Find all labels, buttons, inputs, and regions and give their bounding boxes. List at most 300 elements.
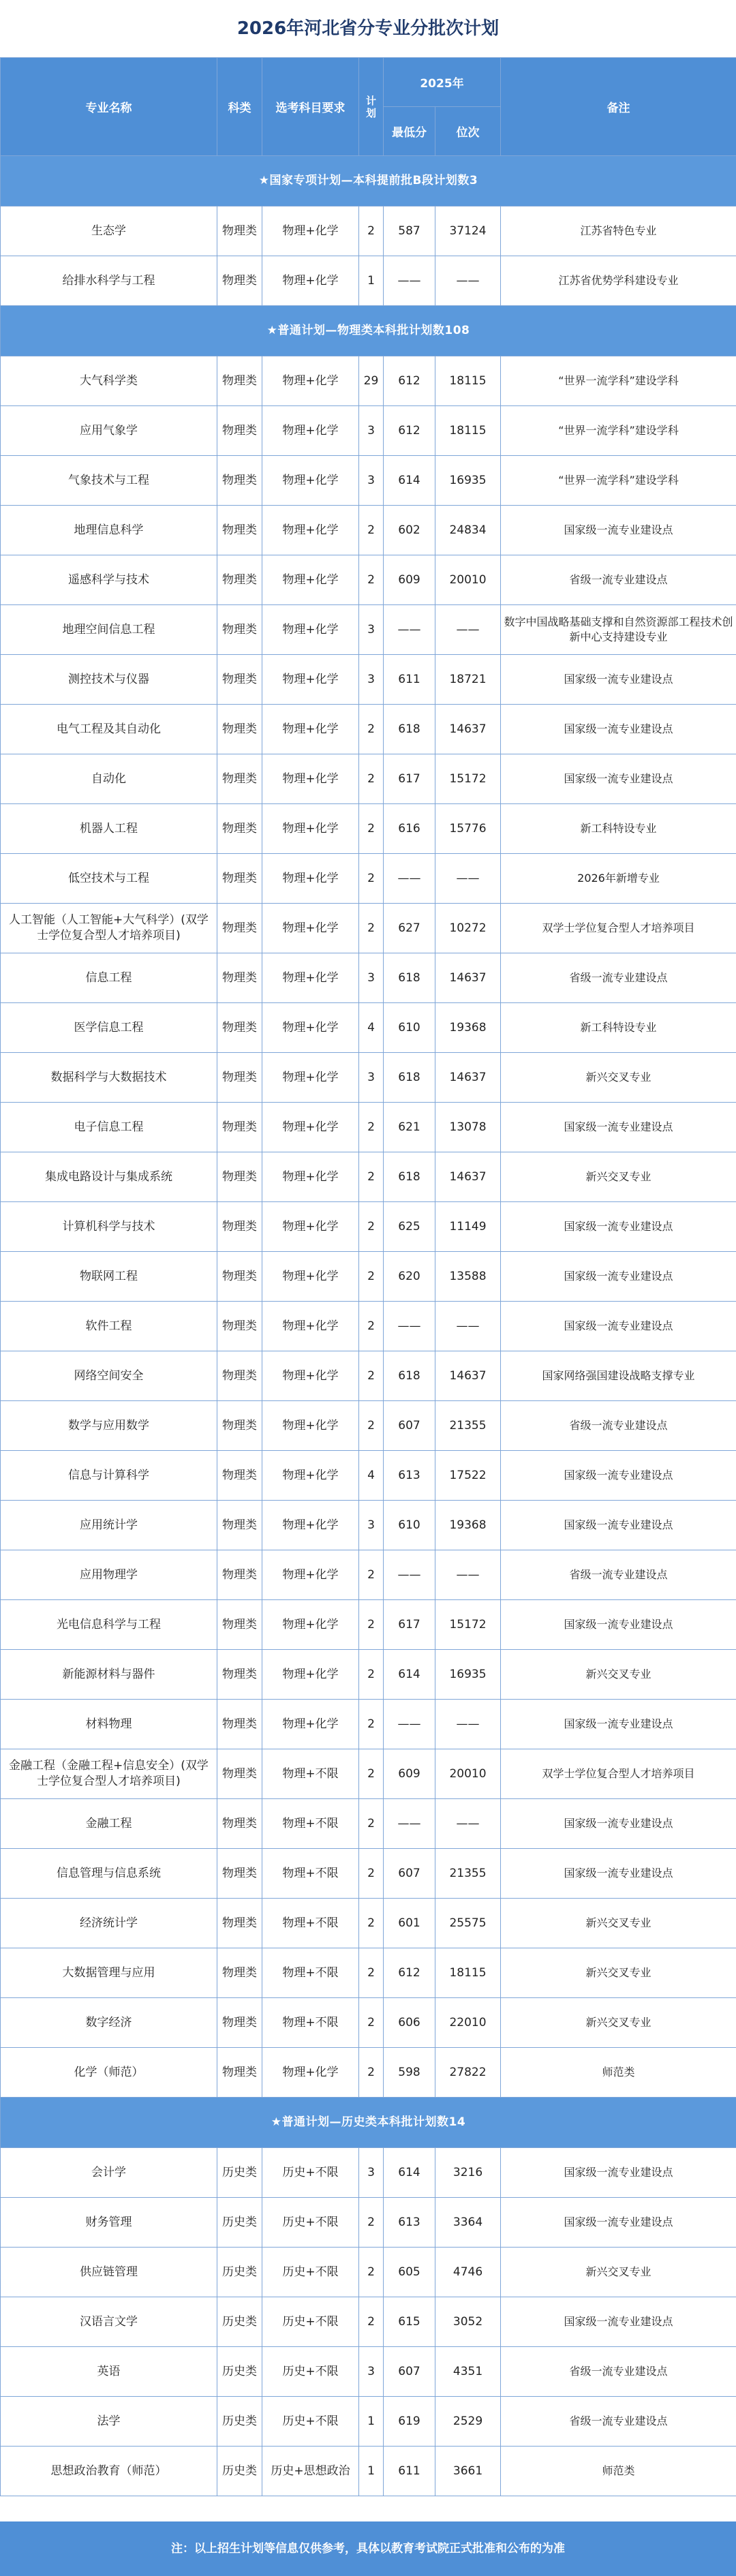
subjects-cell: 历史+不限: [262, 2297, 359, 2347]
plan-cell: 2: [359, 1550, 384, 1600]
note-cell: 国家级一流专业建设点: [501, 1252, 736, 1302]
rank-cell: 4746: [435, 2248, 501, 2297]
table-row: [1, 1202, 736, 1252]
subjects-cell: 物理+化学: [262, 605, 359, 655]
major-cell: 网络空间安全: [1, 1351, 217, 1401]
plan-cell: 29: [359, 356, 384, 406]
category-cell: 物理类: [217, 754, 262, 804]
subjects-cell: 物理+化学: [262, 1202, 359, 1252]
subjects-cell: 物理+化学: [262, 804, 359, 854]
note-cell: 新兴交叉专业: [501, 1053, 736, 1103]
min-score-cell: 614: [384, 456, 435, 506]
major-cell: 思想政治教育（师范）: [1, 2447, 217, 2496]
subjects-cell: 物理+化学: [262, 356, 359, 406]
major-cell: 电气工程及其自动化: [1, 705, 217, 754]
category-cell: 物理类: [217, 1401, 262, 1451]
rank-cell: 3661: [435, 2447, 501, 2496]
table-row: [1, 605, 736, 655]
min-score-cell: 616: [384, 804, 435, 854]
major-cell: 信息管理与信息系统: [1, 1849, 217, 1899]
min-score-cell: 613: [384, 2198, 435, 2248]
rank-cell: 27822: [435, 2048, 501, 2098]
note-cell: 新工科特设专业: [501, 1003, 736, 1053]
table-row: [1, 506, 736, 555]
subjects-cell: 物理+化学: [262, 1401, 359, 1451]
header-plan: 计划: [359, 58, 384, 156]
category-cell: 历史类: [217, 2297, 262, 2347]
major-cell: 英语: [1, 2347, 217, 2397]
table-row: [1, 1849, 736, 1899]
table-row: [1, 2248, 736, 2297]
section-title: ★国家专项计划—本科提前批B段计划数3: [1, 156, 736, 206]
rank-cell: 15172: [435, 754, 501, 804]
major-cell: 软件工程: [1, 1302, 217, 1351]
min-score-cell: 607: [384, 1849, 435, 1899]
subjects-cell: 物理+化学: [262, 904, 359, 953]
subjects-cell: 物理+不限: [262, 1899, 359, 1948]
subjects-cell: 物理+化学: [262, 456, 359, 506]
table-row: [1, 1550, 736, 1600]
table-row: [1, 1152, 736, 1202]
rank-cell: 18721: [435, 655, 501, 705]
note-cell: 国家级一流专业建设点: [501, 2198, 736, 2248]
category-cell: 物理类: [217, 1351, 262, 1401]
table-body: [1, 156, 736, 2496]
major-cell: 应用气象学: [1, 406, 217, 456]
major-cell: 测控技术与仪器: [1, 655, 217, 705]
category-cell: 物理类: [217, 1899, 262, 1948]
min-score-cell: 602: [384, 506, 435, 555]
category-cell: 物理类: [217, 1252, 262, 1302]
rank-cell: 13078: [435, 1103, 501, 1152]
plan-cell: 2: [359, 804, 384, 854]
header-category: 科类: [217, 58, 262, 156]
rank-cell: 21355: [435, 1401, 501, 1451]
category-cell: 物理类: [217, 1998, 262, 2048]
rank-cell: 18115: [435, 406, 501, 456]
category-cell: 物理类: [217, 506, 262, 555]
min-score-cell: 606: [384, 1998, 435, 2048]
table-row: [1, 206, 736, 256]
min-score-cell: 618: [384, 953, 435, 1003]
subjects-cell: 历史+不限: [262, 2148, 359, 2198]
min-score-cell: 611: [384, 655, 435, 705]
subjects-cell: 物理+化学: [262, 555, 359, 605]
plan-cell: 2: [359, 904, 384, 953]
category-cell: 物理类: [217, 1152, 262, 1202]
major-cell: 地理信息科学: [1, 506, 217, 555]
plan-cell: 4: [359, 1003, 384, 1053]
category-cell: 物理类: [217, 555, 262, 605]
note-cell: 国家级一流专业建设点: [501, 1302, 736, 1351]
plan-cell: 2: [359, 206, 384, 256]
admission-plan-table: [0, 57, 736, 2496]
rank-cell: 16935: [435, 456, 501, 506]
plan-cell: 3: [359, 953, 384, 1003]
plan-cell: 3: [359, 406, 384, 456]
plan-cell: 2: [359, 1998, 384, 2048]
table-row: [1, 1700, 736, 1749]
table-row: [1, 904, 736, 953]
min-score-cell: 607: [384, 1401, 435, 1451]
table-row: [1, 1401, 736, 1451]
table-row: [1, 1650, 736, 1700]
major-cell: 财务管理: [1, 2198, 217, 2248]
plan-cell: 2: [359, 1799, 384, 1849]
subjects-cell: 物理+化学: [262, 406, 359, 456]
min-score-cell: ——: [384, 1550, 435, 1600]
note-cell: 国家级一流专业建设点: [501, 1600, 736, 1650]
rank-cell: 19368: [435, 1501, 501, 1550]
rank-cell: 16935: [435, 1650, 501, 1700]
major-cell: 电子信息工程: [1, 1103, 217, 1152]
table-row: [1, 2148, 736, 2198]
min-score-cell: 614: [384, 2148, 435, 2198]
note-cell: 双学士学位复合型人才培养项目: [501, 1749, 736, 1799]
category-cell: 物理类: [217, 1451, 262, 1501]
min-score-cell: 618: [384, 1053, 435, 1103]
table-row: [1, 1600, 736, 1650]
section-header: [1, 306, 736, 356]
subjects-cell: 物理+化学: [262, 1600, 359, 1650]
plan-cell: 3: [359, 1501, 384, 1550]
min-score-cell: ——: [384, 1302, 435, 1351]
plan-cell: 3: [359, 1053, 384, 1103]
rank-cell: 15172: [435, 1600, 501, 1650]
major-cell: 大气科学类: [1, 356, 217, 406]
category-cell: 物理类: [217, 356, 262, 406]
rank-cell: 25575: [435, 1899, 501, 1948]
min-score-cell: 617: [384, 1600, 435, 1650]
table-row: [1, 1302, 736, 1351]
subjects-cell: 物理+不限: [262, 1849, 359, 1899]
min-score-cell: 610: [384, 1501, 435, 1550]
rank-cell: 19368: [435, 1003, 501, 1053]
min-score-cell: 627: [384, 904, 435, 953]
table-row: [1, 2297, 736, 2347]
subjects-cell: 物理+不限: [262, 1799, 359, 1849]
note-cell: 国家级一流专业建设点: [501, 1700, 736, 1749]
min-score-cell: 598: [384, 2048, 435, 2098]
note-cell: 新兴交叉专业: [501, 1650, 736, 1700]
table-row: [1, 256, 736, 306]
major-cell: 遥感科学与技术: [1, 555, 217, 605]
plan-cell: 2: [359, 1103, 384, 1152]
rank-cell: 11149: [435, 1202, 501, 1252]
major-cell: 大数据管理与应用: [1, 1948, 217, 1998]
min-score-cell: 610: [384, 1003, 435, 1053]
min-score-cell: 615: [384, 2297, 435, 2347]
min-score-cell: 619: [384, 2397, 435, 2447]
category-cell: 历史类: [217, 2248, 262, 2297]
subjects-cell: 历史+不限: [262, 2198, 359, 2248]
table-row: [1, 356, 736, 406]
min-score-cell: ——: [384, 256, 435, 306]
table-row: [1, 1351, 736, 1401]
major-cell: 集成电路设计与集成系统: [1, 1152, 217, 1202]
rank-cell: 20010: [435, 555, 501, 605]
plan-cell: 2: [359, 555, 384, 605]
plan-cell: 2: [359, 1152, 384, 1202]
major-cell: 信息与计算科学: [1, 1451, 217, 1501]
subjects-cell: 物理+化学: [262, 256, 359, 306]
note-cell: 国家级一流专业建设点: [501, 1849, 736, 1899]
major-cell: 生态学: [1, 206, 217, 256]
footer-note: 注：以上招生计划等信息仅供参考，具体以教育考试院正式批准和公布的为准: [0, 2521, 736, 2576]
header-major: 专业名称: [1, 58, 217, 156]
table-row: [1, 655, 736, 705]
category-cell: 物理类: [217, 1700, 262, 1749]
major-cell: 金融工程（金融工程+信息安全）(双学士学位复合型人才培养项目): [1, 1749, 217, 1799]
min-score-cell: 612: [384, 356, 435, 406]
plan-cell: 2: [359, 1401, 384, 1451]
plan-cell: 2: [359, 2198, 384, 2248]
category-cell: 物理类: [217, 804, 262, 854]
major-cell: 金融工程: [1, 1799, 217, 1849]
subjects-cell: 历史+不限: [262, 2248, 359, 2297]
plan-cell: 3: [359, 655, 384, 705]
table-row: [1, 2198, 736, 2248]
table-header: [1, 58, 736, 156]
table-row: [1, 2347, 736, 2397]
table-row: [1, 406, 736, 456]
category-cell: 物理类: [217, 1749, 262, 1799]
table-row: [1, 456, 736, 506]
note-cell: 省级一流专业建设点: [501, 555, 736, 605]
major-cell: 计算机科学与技术: [1, 1202, 217, 1252]
header-rank: 位次: [435, 107, 501, 156]
plan-cell: 3: [359, 2148, 384, 2198]
plan-cell: 2: [359, 1700, 384, 1749]
category-cell: 物理类: [217, 655, 262, 705]
subjects-cell: 物理+化学: [262, 1252, 359, 1302]
table-row: [1, 1749, 736, 1799]
header-min-score: 最低分: [384, 107, 435, 156]
rank-cell: ——: [435, 1799, 501, 1849]
subjects-cell: 物理+化学: [262, 1501, 359, 1550]
page-title: 2026年河北省分专业分批次计划: [236, 18, 500, 39]
subjects-cell: 物理+化学: [262, 1650, 359, 1700]
note-cell: 新兴交叉专业: [501, 2248, 736, 2297]
table-row: [1, 1948, 736, 1998]
min-score-cell: 613: [384, 1451, 435, 1501]
header-subjects: 选考科目要求: [262, 58, 359, 156]
major-cell: 新能源材料与器件: [1, 1650, 217, 1700]
major-cell: 应用统计学: [1, 1501, 217, 1550]
min-score-cell: 621: [384, 1103, 435, 1152]
min-score-cell: 609: [384, 1749, 435, 1799]
table-row: [1, 1799, 736, 1849]
min-score-cell: 587: [384, 206, 435, 256]
subjects-cell: 物理+化学: [262, 1103, 359, 1152]
category-cell: 物理类: [217, 1302, 262, 1351]
rank-cell: 14637: [435, 1351, 501, 1401]
table-row: [1, 1501, 736, 1550]
min-score-cell: 618: [384, 705, 435, 754]
subjects-cell: 物理+化学: [262, 1302, 359, 1351]
note-cell: 新兴交叉专业: [501, 1899, 736, 1948]
plan-cell: 2: [359, 854, 384, 904]
section-title: ★普通计划—物理类本科批计划数108: [1, 306, 736, 356]
section-header: [1, 156, 736, 206]
rank-cell: ——: [435, 1550, 501, 1600]
plan-cell: 2: [359, 2297, 384, 2347]
major-cell: 法学: [1, 2397, 217, 2447]
min-score-cell: ——: [384, 605, 435, 655]
major-cell: 给排水科学与工程: [1, 256, 217, 306]
note-cell: 国家级一流专业建设点: [501, 506, 736, 555]
plan-cell: 2: [359, 1749, 384, 1799]
major-cell: 地理空间信息工程: [1, 605, 217, 655]
category-cell: 物理类: [217, 1849, 262, 1899]
subjects-cell: 物理+化学: [262, 1152, 359, 1202]
major-cell: 低空技术与工程: [1, 854, 217, 904]
major-cell: 会计学: [1, 2148, 217, 2198]
category-cell: 物理类: [217, 406, 262, 456]
subjects-cell: 物理+化学: [262, 2048, 359, 2098]
min-score-cell: 601: [384, 1899, 435, 1948]
category-cell: 物理类: [217, 1550, 262, 1600]
note-cell: 省级一流专业建设点: [501, 1401, 736, 1451]
plan-cell: 1: [359, 2397, 384, 2447]
major-cell: 光电信息科学与工程: [1, 1600, 217, 1650]
major-cell: 人工智能（人工智能+大气科学）(双学士学位复合型人才培养项目): [1, 904, 217, 953]
rank-cell: 14637: [435, 705, 501, 754]
plan-cell: 3: [359, 605, 384, 655]
note-cell: 双学士学位复合型人才培养项目: [501, 904, 736, 953]
rank-cell: ——: [435, 605, 501, 655]
major-cell: 机器人工程: [1, 804, 217, 854]
subjects-cell: 物理+不限: [262, 1998, 359, 2048]
min-score-cell: 609: [384, 555, 435, 605]
plan-cell: 2: [359, 1899, 384, 1948]
table-row: [1, 1899, 736, 1948]
subjects-cell: 物理+化学: [262, 705, 359, 754]
section-title: ★普通计划—历史类本科批计划数14: [1, 2098, 736, 2148]
rank-cell: 3216: [435, 2148, 501, 2198]
rank-cell: 18115: [435, 1948, 501, 1998]
category-cell: 历史类: [217, 2198, 262, 2248]
major-cell: 数字经济: [1, 1998, 217, 2048]
category-cell: 物理类: [217, 2048, 262, 2098]
min-score-cell: 605: [384, 2248, 435, 2297]
note-cell: 新兴交叉专业: [501, 1948, 736, 1998]
subjects-cell: 历史+不限: [262, 2397, 359, 2447]
min-score-cell: ——: [384, 854, 435, 904]
major-cell: 物联网工程: [1, 1252, 217, 1302]
category-cell: 历史类: [217, 2397, 262, 2447]
table-row: [1, 1053, 736, 1103]
category-cell: 历史类: [217, 2347, 262, 2397]
header-note: 备注: [501, 58, 736, 156]
plan-cell: 3: [359, 456, 384, 506]
table-row: [1, 2397, 736, 2447]
plan-cell: 2: [359, 1302, 384, 1351]
subjects-cell: 物理+化学: [262, 206, 359, 256]
rank-cell: 14637: [435, 1053, 501, 1103]
plan-cell: 2: [359, 1252, 384, 1302]
category-cell: 物理类: [217, 904, 262, 953]
major-cell: 应用物理学: [1, 1550, 217, 1600]
plan-cell: 2: [359, 754, 384, 804]
note-cell: 国家级一流专业建设点: [501, 655, 736, 705]
subjects-cell: 物理+不限: [262, 1948, 359, 1998]
category-cell: 物理类: [217, 256, 262, 306]
note-cell: 省级一流专业建设点: [501, 2347, 736, 2397]
major-cell: 气象技术与工程: [1, 456, 217, 506]
rank-cell: 37124: [435, 206, 501, 256]
note-cell: 新工科特设专业: [501, 804, 736, 854]
header-year: 2025年: [384, 58, 501, 107]
category-cell: 物理类: [217, 605, 262, 655]
subjects-cell: 物理+化学: [262, 1351, 359, 1401]
category-cell: 物理类: [217, 1948, 262, 1998]
table-row: [1, 854, 736, 904]
rank-cell: 15776: [435, 804, 501, 854]
plan-cell: 2: [359, 2048, 384, 2098]
table-row: [1, 705, 736, 754]
major-cell: 数学与应用数学: [1, 1401, 217, 1451]
rank-cell: 3364: [435, 2198, 501, 2248]
min-score-cell: 611: [384, 2447, 435, 2496]
category-cell: 物理类: [217, 456, 262, 506]
note-cell: “世界一流学科”建设学科: [501, 356, 736, 406]
subjects-cell: 物理+化学: [262, 1451, 359, 1501]
table-row: [1, 2447, 736, 2496]
subjects-cell: 物理+化学: [262, 1003, 359, 1053]
subjects-cell: 物理+化学: [262, 854, 359, 904]
rank-cell: 4351: [435, 2347, 501, 2397]
plan-cell: 2: [359, 2248, 384, 2297]
table-row: [1, 1103, 736, 1152]
rank-cell: ——: [435, 854, 501, 904]
rank-cell: 13588: [435, 1252, 501, 1302]
note-cell: 国家级一流专业建设点: [501, 1202, 736, 1252]
rank-cell: 21355: [435, 1849, 501, 1899]
note-cell: 省级一流专业建设点: [501, 2397, 736, 2447]
rank-cell: ——: [435, 256, 501, 306]
table-row: [1, 1252, 736, 1302]
table-row: [1, 754, 736, 804]
rank-cell: 24834: [435, 506, 501, 555]
plan-cell: 2: [359, 1351, 384, 1401]
min-score-cell: 612: [384, 1948, 435, 1998]
plan-cell: 4: [359, 1451, 384, 1501]
rank-cell: 2529: [435, 2397, 501, 2447]
note-cell: 新兴交叉专业: [501, 1152, 736, 1202]
note-cell: 2026年新增专业: [501, 854, 736, 904]
rank-cell: 17522: [435, 1451, 501, 1501]
major-cell: 化学（师范）: [1, 2048, 217, 2098]
note-cell: 省级一流专业建设点: [501, 953, 736, 1003]
category-cell: 物理类: [217, 1003, 262, 1053]
category-cell: 物理类: [217, 206, 262, 256]
rank-cell: ——: [435, 1302, 501, 1351]
note-cell: 国家级一流专业建设点: [501, 754, 736, 804]
category-cell: 物理类: [217, 953, 262, 1003]
note-cell: 师范类: [501, 2048, 736, 2098]
category-cell: 物理类: [217, 705, 262, 754]
min-score-cell: 620: [384, 1252, 435, 1302]
category-cell: 物理类: [217, 1053, 262, 1103]
plan-cell: 2: [359, 1202, 384, 1252]
min-score-cell: 625: [384, 1202, 435, 1252]
table-row: [1, 804, 736, 854]
subjects-cell: 物理+化学: [262, 1700, 359, 1749]
category-cell: 物理类: [217, 1202, 262, 1252]
major-cell: 供应链管理: [1, 2248, 217, 2297]
table-row: [1, 555, 736, 605]
